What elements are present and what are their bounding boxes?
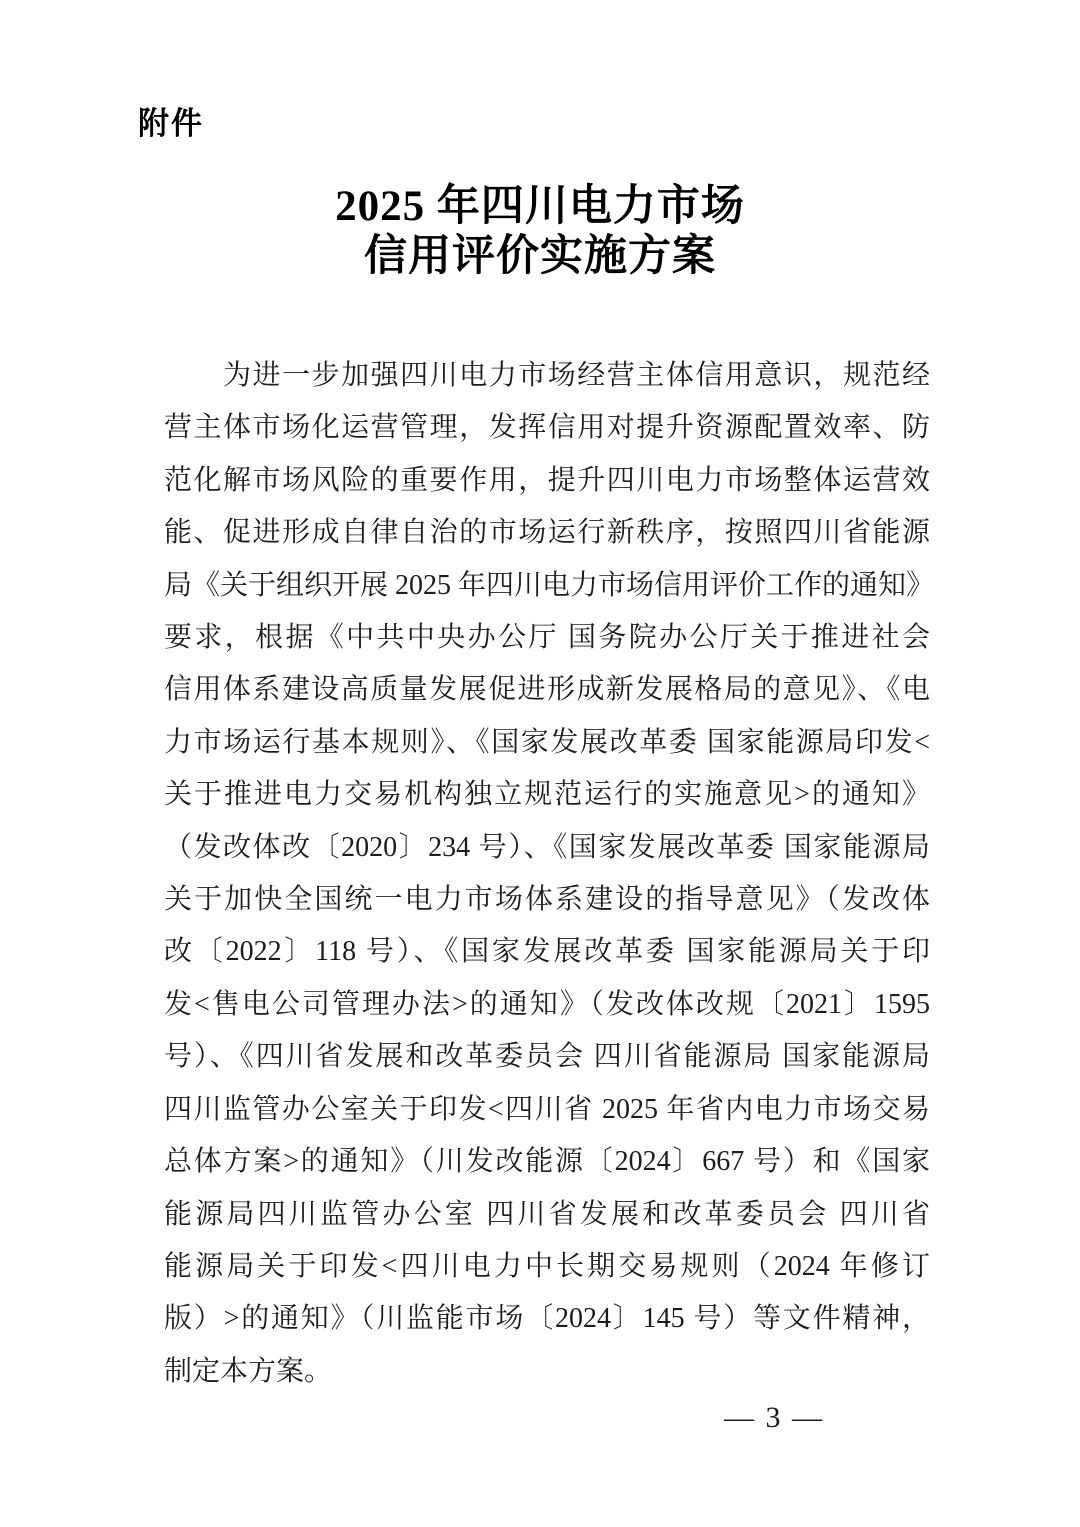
body-line: 力市场运行基本规则》、《国家发展改革委 国家能源局印发<	[164, 726, 930, 758]
body-line: 发<售电公司管理办法>的通知》（发改体改规〔2021〕1595	[164, 988, 930, 1020]
body-line: 信用体系建设高质量发展促进形成新发展格局的意见》、《电	[164, 674, 930, 706]
body-line: 版）>的通知》（川监能市场〔2024〕145 号）等文件精神，	[164, 1303, 930, 1335]
body-line: 局《关于组织开展 2025 年四川电力市场信用评价工作的通知》	[164, 569, 935, 601]
document-title-line1: 2025 年四川电力市场	[335, 183, 745, 230]
body-line: 能、促进形成自律自治的市场运行新秩序，按照四川省能源	[164, 517, 930, 549]
body-line: （发改体改〔2020〕234 号）、《国家发展改革委 国家能源局	[164, 831, 930, 863]
document-title-line2: 信用评价实施方案	[364, 233, 716, 280]
body-line: 为进一步加强四川电力市场经营主体信用意识，规范经	[223, 360, 930, 391]
attachment-label: 附件	[138, 106, 204, 141]
body-line: 关于加快全国统一电力市场体系建设的指导意见》（发改体	[164, 884, 930, 916]
body-line: 改〔2022〕118 号）、《国家发展改革委 国家能源局关于印	[164, 936, 930, 968]
body-line: 营主体市场化运营管理，发挥信用对提升资源配置效率、防	[164, 412, 930, 444]
body-paragraph	[164, 350, 935, 1398]
body-line: 范化解市场风险的重要作用，提升四川电力市场整体运营效	[164, 464, 930, 496]
body-line: 总体方案>的通知》（川发改能源〔2024〕667 号）和《国家	[164, 1146, 930, 1178]
body-line: 要求，根据《中共中央办公厅 国务院办公厅关于推进社会	[164, 622, 930, 654]
body-line: 能源局关于印发<四川电力中长期交易规则（2024 年修订	[164, 1250, 930, 1282]
body-line: 制定本方案。	[164, 1355, 333, 1387]
body-line: 号）、《四川省发展和改革委员会 四川省能源局 国家能源局	[164, 1041, 930, 1073]
document-title	[0, 182, 1080, 282]
body-line: 能源局四川监管办公室 四川省发展和改革委员会 四川省	[164, 1198, 930, 1230]
page-number: — 3 —	[724, 1401, 824, 1434]
body-line: 关于推进电力交易机构独立规范运行的实施意见>的通知》	[164, 779, 930, 811]
body-line: 四川监管办公室关于印发<四川省 2025 年省内电力市场交易	[164, 1093, 930, 1125]
